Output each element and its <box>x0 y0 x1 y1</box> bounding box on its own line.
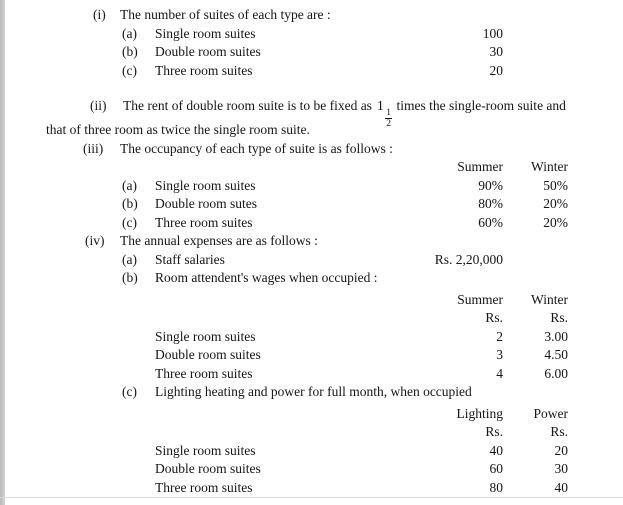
item-label: Three room suites <box>155 214 253 230</box>
table-row <box>0 442 623 461</box>
summer-value: 4 <box>496 365 503 381</box>
summer-value: 60% <box>478 214 503 230</box>
item-value: 30 <box>489 44 503 59</box>
fraction-whole-number: 1 <box>376 98 384 113</box>
lighting-value: 60 <box>489 461 503 476</box>
item-value: Rs. 2,20,000 <box>434 251 503 267</box>
item-label: Double room sutes <box>155 196 257 211</box>
item-label: Single room suites <box>155 25 256 41</box>
item-marker: (a) <box>122 177 137 193</box>
section-iii-heading: The occupancy of each type of suite is as follows : <box>120 140 393 156</box>
summer-value: 2 <box>496 328 503 344</box>
table-row <box>0 195 623 214</box>
column-header-winter: Winter <box>531 291 568 307</box>
unit-rs: Rs. <box>485 310 503 325</box>
item-label: Three room suites <box>155 365 253 381</box>
item-marker: (c) <box>122 214 137 230</box>
section-iv-heading: The annual expenses are as follows : <box>120 233 318 248</box>
item-value: 20 <box>489 62 503 78</box>
section-iv-heading-row <box>0 232 623 251</box>
item-marker: (c) <box>122 384 137 399</box>
item-label: Double room suites <box>155 461 261 476</box>
item-marker: (a) <box>122 25 137 41</box>
section-i-heading-row <box>0 6 623 25</box>
item-label: Lighting heating and power for full month, when occupied <box>155 384 472 399</box>
item-label: Staff salaries <box>155 251 225 267</box>
winter-value: 20% <box>543 196 568 211</box>
item-label: Three room suites <box>155 62 253 78</box>
section-i-heading: The number of suites of each type are : <box>120 7 331 22</box>
item-label: Single room suites <box>155 442 256 458</box>
summer-value: 3 <box>496 347 503 362</box>
attendent-wages-heading-row <box>0 269 623 288</box>
section-ii-marker: (ii) <box>90 98 107 113</box>
item-label: Double room suites <box>155 44 261 59</box>
table-row <box>0 460 623 479</box>
column-header-row <box>0 291 623 310</box>
winter-value: 4.50 <box>544 347 568 362</box>
column-header-row <box>0 158 623 177</box>
lighting-value: 80 <box>489 479 503 495</box>
table-row <box>0 328 623 347</box>
fraction-denominator: 2 <box>386 119 391 130</box>
winter-value: 20% <box>543 214 568 230</box>
table-row <box>0 346 623 365</box>
column-header-row <box>0 405 623 424</box>
section-iii-marker: (iii) <box>83 140 104 156</box>
table-row <box>0 365 623 384</box>
unit-row <box>0 423 623 442</box>
item-marker: (c) <box>122 62 137 78</box>
item-marker: (b) <box>122 44 138 59</box>
unit-rs: Rs. <box>550 310 568 325</box>
table-row <box>0 177 623 196</box>
staff-salaries-row <box>0 251 623 270</box>
summer-value: 80% <box>478 196 503 211</box>
item-label: Room attendent's wages when occupied : <box>155 270 378 285</box>
power-value: 20 <box>554 442 568 458</box>
item-value: 100 <box>482 25 503 41</box>
column-header-lighting: Lighting <box>456 405 503 421</box>
unit-row <box>0 309 623 328</box>
section-iii-heading-row <box>0 140 623 159</box>
section-ii-continuation: that of three room as twice the single room suite. <box>46 122 310 137</box>
power-value: 30 <box>554 461 568 476</box>
summer-value: 90% <box>478 177 503 193</box>
winter-value: 3.00 <box>544 328 568 344</box>
item-label: Three room suites <box>155 479 253 495</box>
item-marker: (b) <box>122 270 138 285</box>
section-ii-continuation-row <box>0 121 623 140</box>
section-i-marker: (i) <box>93 7 106 22</box>
unit-rs: Rs. <box>550 424 568 439</box>
winter-value: 6.00 <box>544 365 568 381</box>
item-label: Single room suites <box>155 177 256 193</box>
table-row <box>0 25 623 44</box>
unit-rs: Rs. <box>485 424 503 439</box>
table-row <box>0 479 623 498</box>
winter-value: 50% <box>543 177 568 193</box>
sentence-after-fraction: times the single-room suite and <box>396 98 566 113</box>
table-row <box>0 43 623 62</box>
item-label: Double room suites <box>155 347 261 362</box>
fraction-numerator: 1 <box>386 107 391 118</box>
column-header-power: Power <box>533 405 568 421</box>
item-label: Single room suites <box>155 328 256 344</box>
page-bottom-rule <box>0 497 623 498</box>
table-row <box>0 62 623 81</box>
column-header-winter: Winter <box>531 159 568 174</box>
lighting-value: 40 <box>489 442 503 458</box>
column-header-summer: Summer <box>457 159 503 174</box>
table-row <box>0 214 623 233</box>
sentence-before-fraction: The rent of double room suite is to be fixed as <box>123 98 372 113</box>
item-marker: (b) <box>122 196 138 211</box>
lighting-heading-row <box>0 383 623 402</box>
column-header-summer: Summer <box>457 291 503 307</box>
power-value: 40 <box>554 479 568 495</box>
section-iv-marker: (iv) <box>85 233 105 248</box>
item-marker: (a) <box>122 251 137 267</box>
